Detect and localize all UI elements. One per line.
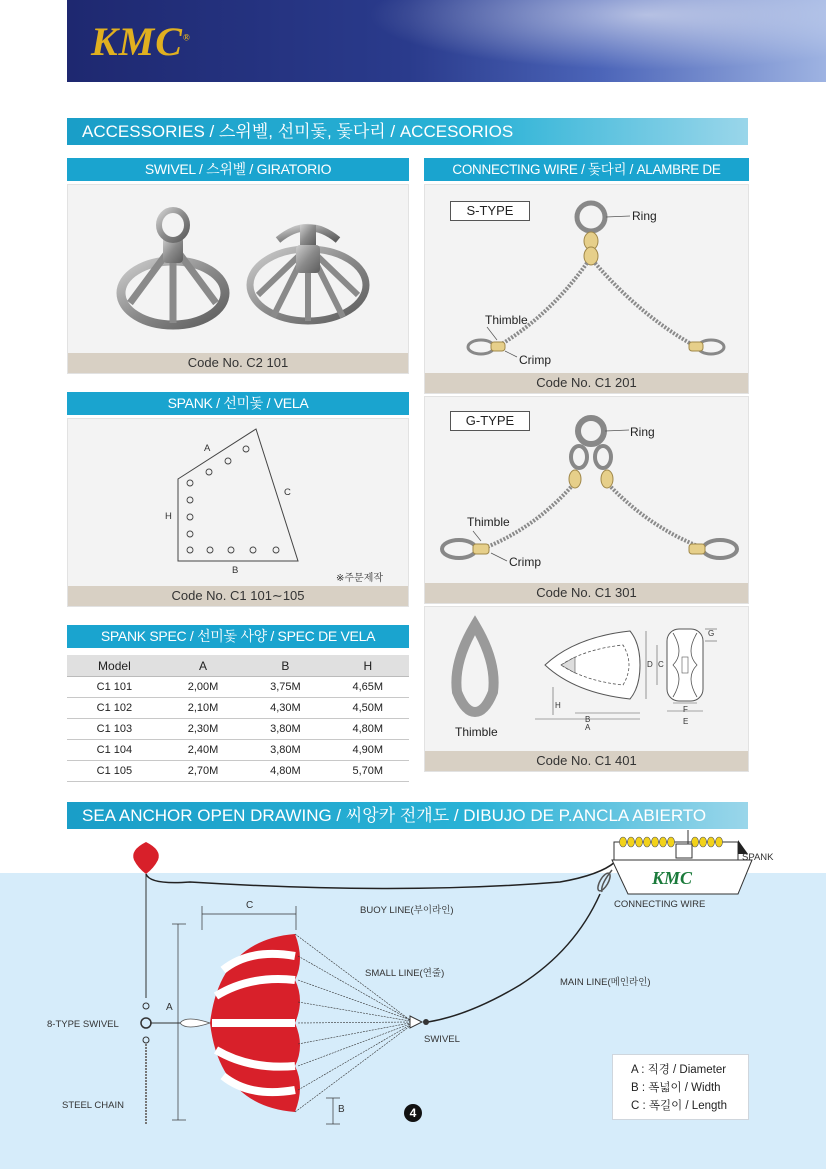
spec-cell: 4,90M — [327, 740, 409, 761]
s-type-panel — [424, 184, 749, 394]
sea-anchor-chute — [150, 934, 300, 1112]
table-row — [67, 677, 409, 698]
legend-item-b: B : 폭넓이 / Width — [631, 1082, 721, 1094]
spank-spec-title: SPANK SPEC / 선미돛 사양 / SPEC DE VELA — [67, 625, 409, 648]
s-type-thimble-label: Thimble — [485, 313, 528, 327]
spec-cell: 3,80M — [244, 719, 326, 740]
spec-cell: 3,80M — [244, 740, 326, 761]
spec-cell: 2,10M — [162, 698, 244, 719]
dimension-legend — [612, 1054, 749, 1120]
connecting-wire-title: CONNECTING WIRE / 돛다리 / ALAMBRE DE — [424, 158, 749, 181]
thimble-label: Thimble — [455, 725, 498, 739]
swivel-8-label: 8-TYPE SWIVEL — [47, 1019, 119, 1030]
spank-note: ※주문제작 — [336, 573, 384, 584]
spank-dim-a: A — [204, 443, 211, 454]
dim-c-label: C — [246, 900, 254, 911]
swivel-title: SWIVEL / 스위벨 / GIRATORIO — [67, 158, 409, 181]
g-type-ring-label: Ring — [630, 425, 655, 439]
spec-cell: 2,40M — [162, 740, 244, 761]
swivel-item-2 — [250, 225, 366, 321]
spec-cell: 5,70M — [327, 761, 409, 782]
spec-cell: 2,30M — [162, 719, 244, 740]
spec-cell: 3,75M — [244, 677, 326, 698]
swivel-panel — [67, 184, 409, 374]
spec-cell: 4,65M — [327, 677, 409, 698]
buoy-line-label: BUOY LINE(부이라인) — [360, 905, 454, 916]
thimble-dim-g: G — [708, 629, 715, 638]
spec-cell: 4,80M — [327, 719, 409, 740]
page-header — [67, 0, 826, 82]
spec-cell: C1 101 — [67, 677, 162, 698]
spec-header-cell: Model — [67, 655, 162, 677]
spec-header-row — [67, 655, 409, 677]
swivel-item-1 — [121, 210, 225, 325]
spec-header-cell: H — [327, 655, 409, 677]
table-row — [67, 761, 409, 782]
dim-a-label: A — [166, 1002, 173, 1013]
spank-label: SPANK — [742, 852, 774, 863]
thimble-dim-b: B — [585, 715, 591, 724]
thimble-dim-d: D — [647, 660, 653, 669]
s-type-illustration — [425, 185, 748, 375]
spank-spec-table — [67, 655, 409, 782]
page-number: 4 — [404, 1104, 422, 1122]
small-line-label: SMALL LINE(연줄) — [365, 968, 445, 979]
g-type-label: G-TYPE — [450, 411, 530, 431]
steel-chain-label: STEEL CHAIN — [62, 1100, 124, 1111]
spank-dim-c: C — [284, 487, 291, 498]
spec-cell: C1 105 — [67, 761, 162, 782]
spec-cell: 2,70M — [162, 761, 244, 782]
thimble-dim-f: F — [683, 705, 688, 714]
legend-item-a: A : 직경 / Diameter — [631, 1064, 727, 1076]
g-type-panel — [424, 396, 749, 604]
g-type-crimp-label: Crimp — [509, 555, 541, 569]
thimble-dim-h: H — [555, 701, 561, 710]
spec-cell: 4,80M — [244, 761, 326, 782]
legend-item-c: C : 폭길이 / Length — [631, 1100, 727, 1112]
spank-dim-h: H — [165, 511, 172, 522]
s-type-crimp-label: Crimp — [519, 353, 551, 367]
spank-title: SPANK / 선미돛 / VELA — [67, 392, 409, 415]
dim-b-label: B — [338, 1104, 345, 1115]
header-glow — [367, 0, 826, 70]
spec-cell: 4,30M — [244, 698, 326, 719]
thimble-dim-e: E — [683, 717, 689, 726]
s-type-ring-label: Ring — [632, 209, 657, 223]
spank-diagram — [68, 419, 408, 587]
spec-cell: C1 102 — [67, 698, 162, 719]
swivel-illustration — [68, 185, 408, 355]
s-type-label: S-TYPE — [450, 201, 530, 221]
table-row — [67, 698, 409, 719]
accessories-title: ACCESSORIES / 스위벨, 선미돛, 돛다리 / ACCESORIOS — [67, 118, 748, 145]
sea-anchor-title: SEA ANCHOR OPEN DRAWING / 씨앙카 전개도 / DIBUJO DE P.ANCLA ABIERTO — [67, 802, 748, 829]
spec-cell: 4,50M — [327, 698, 409, 719]
spank-panel — [67, 418, 409, 607]
boat-logo: KMC — [652, 868, 693, 888]
g-type-illustration — [425, 397, 748, 585]
spec-cell: C1 104 — [67, 740, 162, 761]
spec-cell: C1 103 — [67, 719, 162, 740]
table-row — [67, 719, 409, 740]
connecting-wire-label: CONNECTING WIRE — [614, 899, 706, 910]
g-type-code: Code No. C1 301 — [425, 583, 748, 603]
spank-code: Code No. C1 101∼105 — [68, 586, 408, 606]
spec-cell: 2,00M — [162, 677, 244, 698]
thimble-panel — [424, 606, 749, 772]
swivel-label: SWIVEL — [424, 1034, 460, 1045]
spec-header-cell: B — [244, 655, 326, 677]
brand-logo: KMC® — [91, 19, 191, 64]
thimble-dim-c: C — [658, 660, 664, 669]
spank-dim-b: B — [232, 565, 239, 576]
main-line-label: MAIN LINE(메인라인) — [560, 977, 651, 988]
g-type-thimble-label: Thimble — [467, 515, 510, 529]
table-row — [67, 740, 409, 761]
thimble-code: Code No. C1 401 — [425, 751, 748, 771]
s-type-code: Code No. C1 201 — [425, 373, 748, 393]
spec-header-cell: A — [162, 655, 244, 677]
swivel-code: Code No. C2 101 — [68, 353, 408, 373]
thimble-dim-a: A — [585, 723, 591, 732]
